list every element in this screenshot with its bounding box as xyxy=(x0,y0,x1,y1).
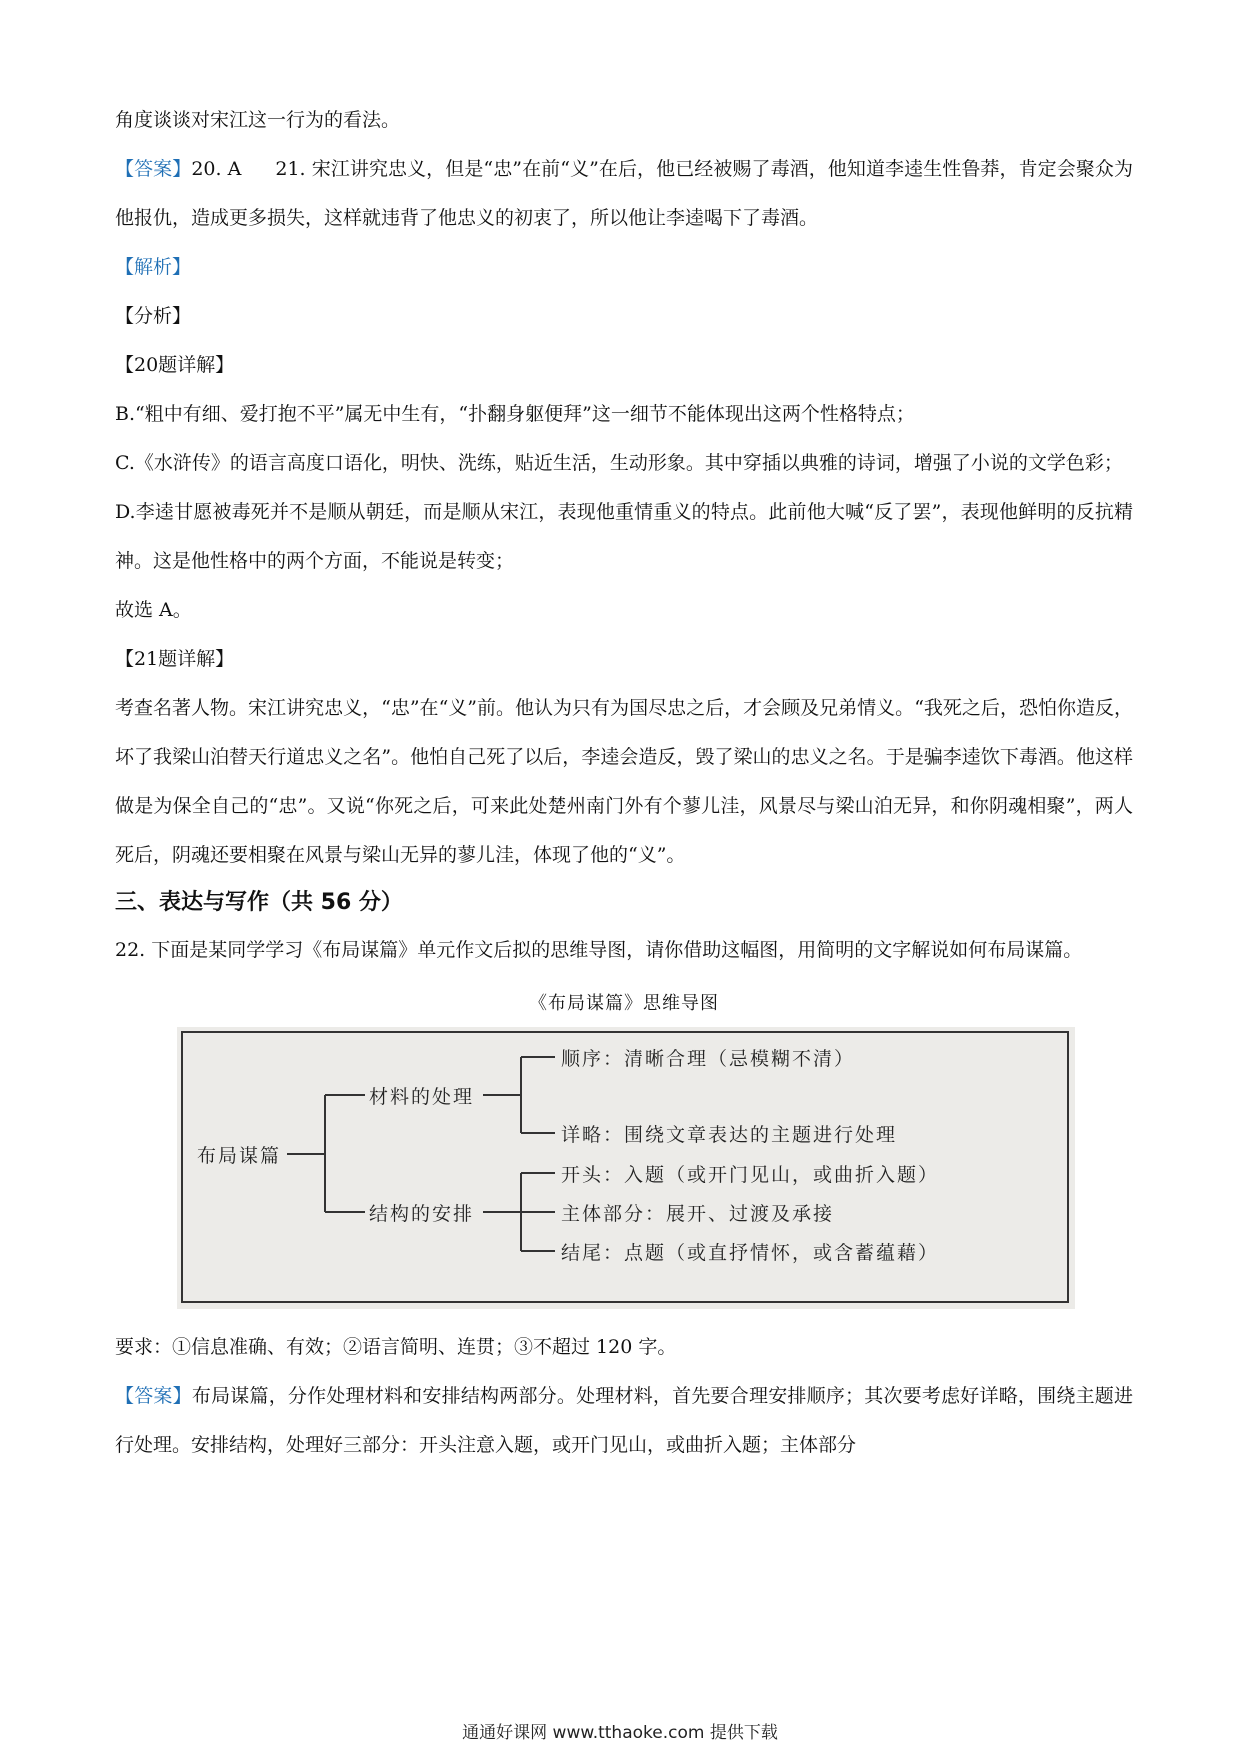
answer-q20: 20. A xyxy=(191,158,242,180)
q22-question: 22. 下面是某同学学习《布局谋篇》单元作文后拟的思维导图，请你借助这幅图，用简明的文字解说如何布局谋篇。 xyxy=(115,939,1083,961)
leaf-body: 主体部分：展开、过渡及承接 xyxy=(561,1203,835,1225)
answer22-text: 布局谋篇，分作处理材料和安排结构两部分。处理材料，首先要合理安排顺序；其次要考虑好详略，围绕主题进行处理。安排结构，处理好三部分：开头注意入题，或开门见山，或曲折入题；主体部分 xyxy=(115,1385,1133,1456)
leaf-opening: 开头：入题（或开门见山，或曲折入题） xyxy=(561,1164,940,1186)
answer-q21: 21. 宋江讲究忠义，但是“忠”在前“义”在后，他已经被赐了毒酒，他知道李逵生性鲁莽，肯定会聚众为他报仇，造成更多损失，这样就违背了他忠义的初衷了，所以他让李逵喝下了毒酒。 xyxy=(115,158,1133,229)
answer-paragraph xyxy=(115,145,1133,243)
mind-map xyxy=(177,1027,1075,1309)
leaf-detail: 详略：围绕文章表达的主题进行处理 xyxy=(561,1124,898,1146)
mind-map-root: 布局谋篇 xyxy=(197,1145,282,1167)
q20-option-c: C.《水浒传》的语言高度口语化，明快、洗练，贴近生活，生动形象。其中穿插以典雅的诗词，增强了小说的文学色彩； xyxy=(115,452,1123,474)
q20-choice: 故选 A。 xyxy=(115,599,192,621)
leaf-ending: 结尾：点题（或直抒情怀，或含蓄蕴藉） xyxy=(561,1242,940,1264)
section-three-heading: 三、表达与写作（共 56 分） xyxy=(115,890,403,915)
document-page xyxy=(115,96,1133,1470)
branch-material: 材料的处理 xyxy=(369,1086,475,1108)
q20-option-d: D.李逵甘愿被毒死并不是顺从朝廷，而是顺从宋江，表现他重情重义的特点。此前他大喊“反了罢”，表现他鲜明的反抗精神。这是他性格中的两个方面，不能说是转变； xyxy=(115,501,1133,572)
footer-source: 通通好课网 www.tthaoke.com 提供下载 xyxy=(462,1723,778,1743)
q20-heading: 【20题详解】 xyxy=(115,354,235,376)
answer22-tag: 【答案】 xyxy=(115,1385,192,1407)
q21-heading: 【21题详解】 xyxy=(115,648,235,670)
diagram-title: 《布局谋篇》思维导图 xyxy=(529,993,719,1014)
branch-structure: 结构的安排 xyxy=(369,1203,475,1225)
answer-tag: 【答案】 xyxy=(115,158,192,180)
q21-explanation: 考查名著人物。宋江讲究忠义，“忠”在“义”前。他认为只有为国尽忠之后，才会顾及兄弟情义。“我死之后，恐怕你造反，坏了我梁山泊替天行道忠义之名”。他怕自己死了以后，李逵会造反，毁了梁山的忠义之名。于是骗李逵饮下毒酒。他这样做是为保全自己的“忠”。又说“你死之后，可来此处楚州南门外有个蓼儿洼，风景尽与梁山泊无异，和你阴魂相聚”，两人死后，阴魂还要相聚在风景与梁山无异的蓼儿洼，体现了他的“义”。 xyxy=(115,697,1133,866)
answer22-paragraph xyxy=(115,1372,1133,1470)
q20-option-b: B.“粗中有细、爱打抱不平”属无中生有，“扑翻身躯便拜”这一细节不能体现出这两个性格特点； xyxy=(115,403,915,425)
analysis-tag: 【解析】 xyxy=(115,256,192,278)
intro-line: 角度谈谈对宋江这一行为的看法。 xyxy=(115,109,401,131)
q22-requirements: 要求：①信息准确、有效；②语言简明、连贯；③不超过 120 字。 xyxy=(115,1336,677,1358)
fenxi-heading: 【分析】 xyxy=(115,305,192,327)
leaf-order: 顺序：清晰合理（忌模糊不清） xyxy=(561,1048,856,1070)
